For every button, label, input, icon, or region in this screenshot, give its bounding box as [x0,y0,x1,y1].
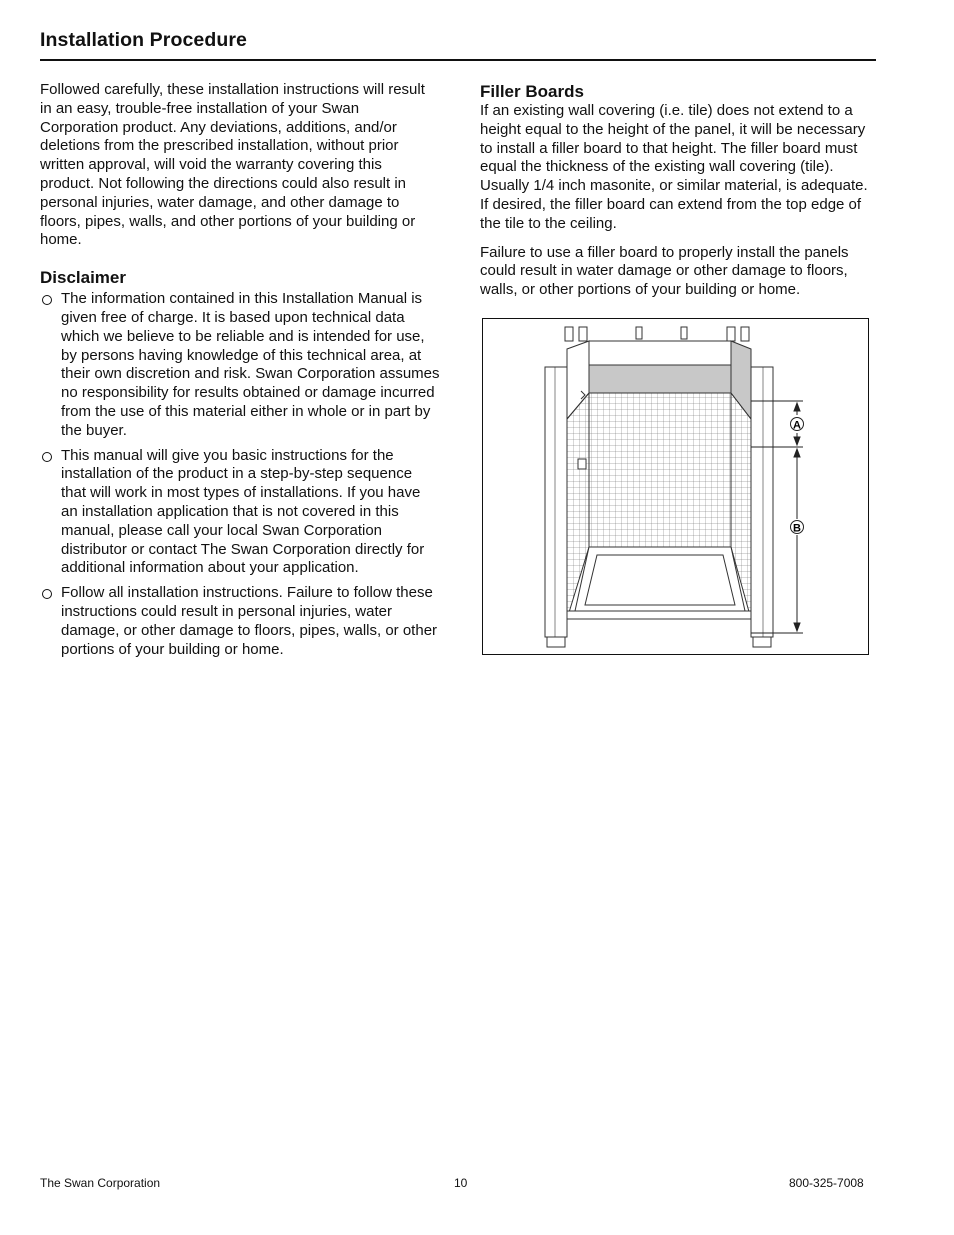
list-item-text: The information contained in this Installation Manual is given free of charge. It is based upon technical data which we believe to be reliable and is intended for use, by persons having knowledge of this technical area, at their own discretion and risk. Swan Corporation assumes no responsibility for results obtained or damage incurred from the use of this material either in whole or in part by the buyer. [61,290,440,439]
bottom-feet [547,637,771,647]
disclaimer-list [40,290,440,659]
list-item-text: This manual will give you basic instructions for the installation of the product in a step-by-step sequence that will work in most types of installations. If you have an installation application that is not covered in this manual, please call your local Swan Corporation distributor or contact The Swan Corporation directly for additional information about your application. [61,446,425,577]
shower-filler-board-diagram [482,318,869,655]
top-clips [565,327,749,341]
shower-diagram-drawing [483,319,868,654]
filler-boards-paragraph-2: Failure to use a filler board to properly install the panels could result in water damage or other damage to floors, walls, or other portions of your building or home. [480,243,849,299]
list-item [40,290,440,440]
title-divider [40,59,876,61]
footer-phone: 800-325-7008 [789,1176,864,1190]
circle-bullet-icon [42,452,52,462]
circle-bullet-icon [42,295,52,305]
right-column [480,81,880,300]
circle-bullet-icon [42,589,52,599]
list-item [40,447,440,579]
footer-company: The Swan Corporation [40,1176,161,1190]
shower-base [567,547,751,619]
disclaimer-heading: Disclaimer [40,268,126,288]
filler-boards-paragraph-1: If an existing wall covering (i.e. tile) does not extend to a height equal to the height of the panel, it will be necessary to install a filler board to that height. The filler board must equal the thickness of the existing wall covering (tile). Usually 1/4 inch masonite, or similar material, is adequate. If desired, the filler board can extend from the top edge of the tile to the ceiling. [480,102,868,232]
intro-paragraph: Followed carefully, these installation instructions will result in an easy, trouble-free installation of your Swan Corporation product. Any deviations, additions, and/or deletions from the prescribed installation, without prior written approval, will void the warranty covering this product. Not following the directions could also result in personal injuries, water damage, and other damage to floors, pipes, walls, and other portions of your building or home. [40,81,425,249]
back-wall [589,341,731,547]
footer-page-number: 10 [454,1176,468,1190]
left-column [40,81,440,665]
list-item [40,584,440,659]
filler-boards-heading: Filler Boards [480,82,584,101]
list-item-text: Follow all installation instructions. Failure to follow these instructions could result in personal injuries, water damage, or other damage to floors, pipes, walls, or other portions of your building or home. [61,584,438,658]
label-a: A [793,419,801,432]
label-b: B [793,522,801,535]
page-title: Installation Procedure [40,29,247,51]
